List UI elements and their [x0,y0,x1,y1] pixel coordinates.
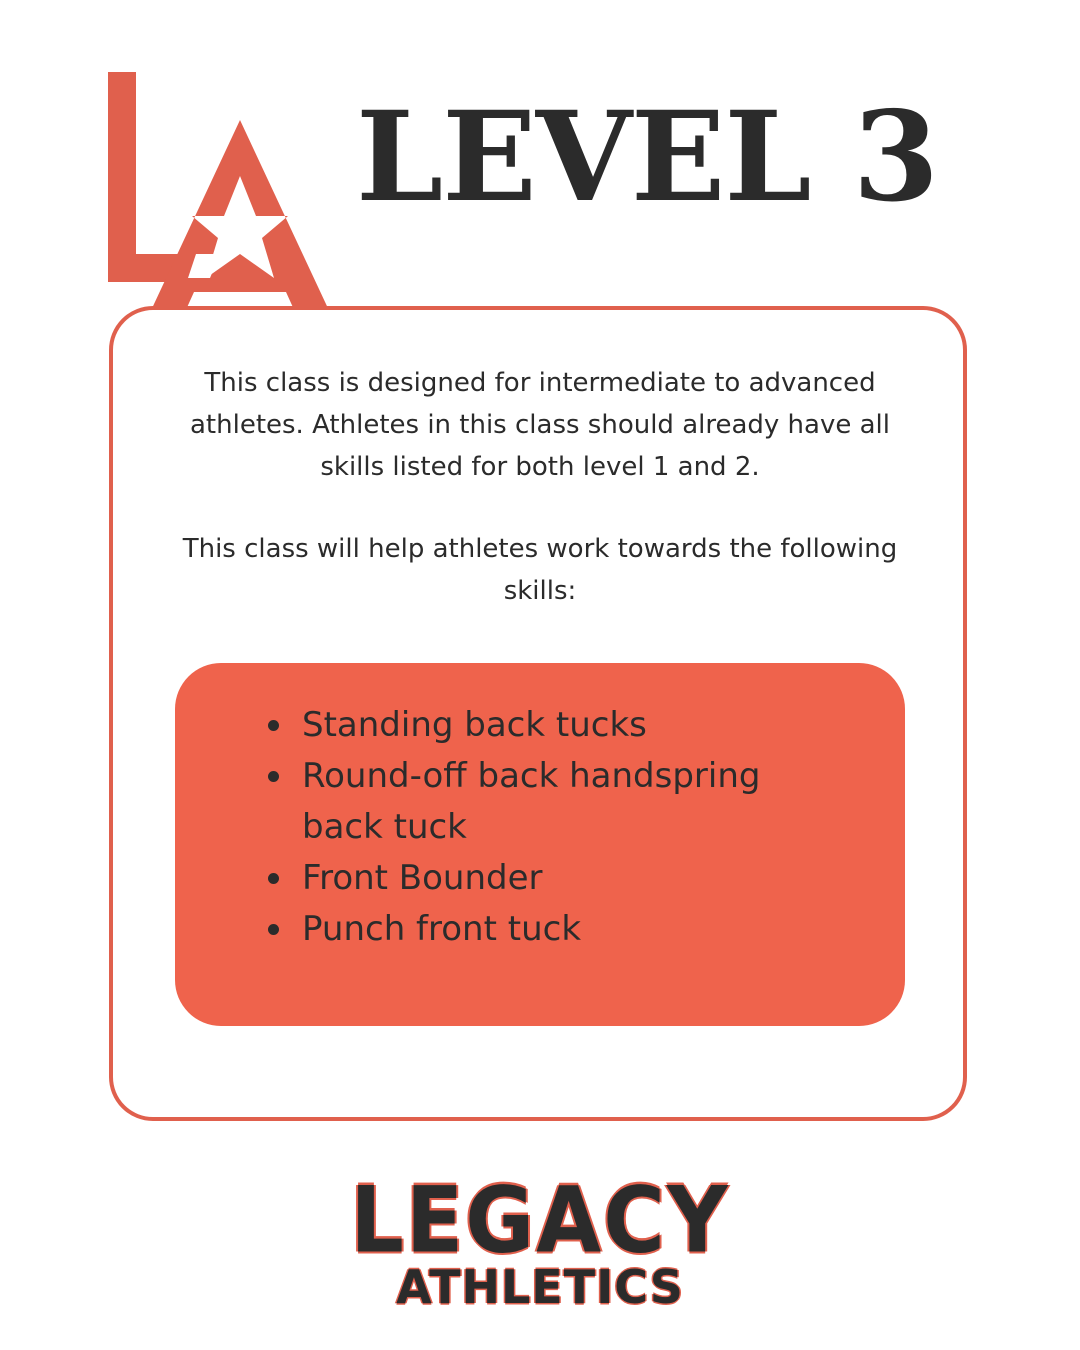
page-title: LEVEL 3 [356,85,939,230]
list-item [262,751,822,853]
skills-list [262,700,822,955]
brand-name: LEGACY [350,1167,730,1273]
skill-label: Standing back tucks [302,705,647,745]
brand-wordmark [340,1167,740,1314]
list-item [262,904,822,955]
skills-intro-paragraph: This class will help athletes work towards the following skills: [182,534,898,606]
brand-subtitle: ATHLETICS [396,1260,684,1314]
la-star-logo-icon [100,64,350,344]
bullet-icon [268,771,279,782]
bullet-icon [268,873,279,884]
skill-label: Round-off back handspring back tuck [302,756,761,847]
skill-label: Front Bounder [302,858,543,898]
list-item [262,700,822,751]
skill-label: Punch front tuck [302,909,582,949]
bullet-icon [268,924,279,935]
bullet-icon [268,720,279,731]
list-item [262,853,822,904]
intro-paragraph: This class is designed for intermediate to advanced athletes. Athletes in this class should already have all skills listed for both level 1 and 2. [190,368,890,482]
